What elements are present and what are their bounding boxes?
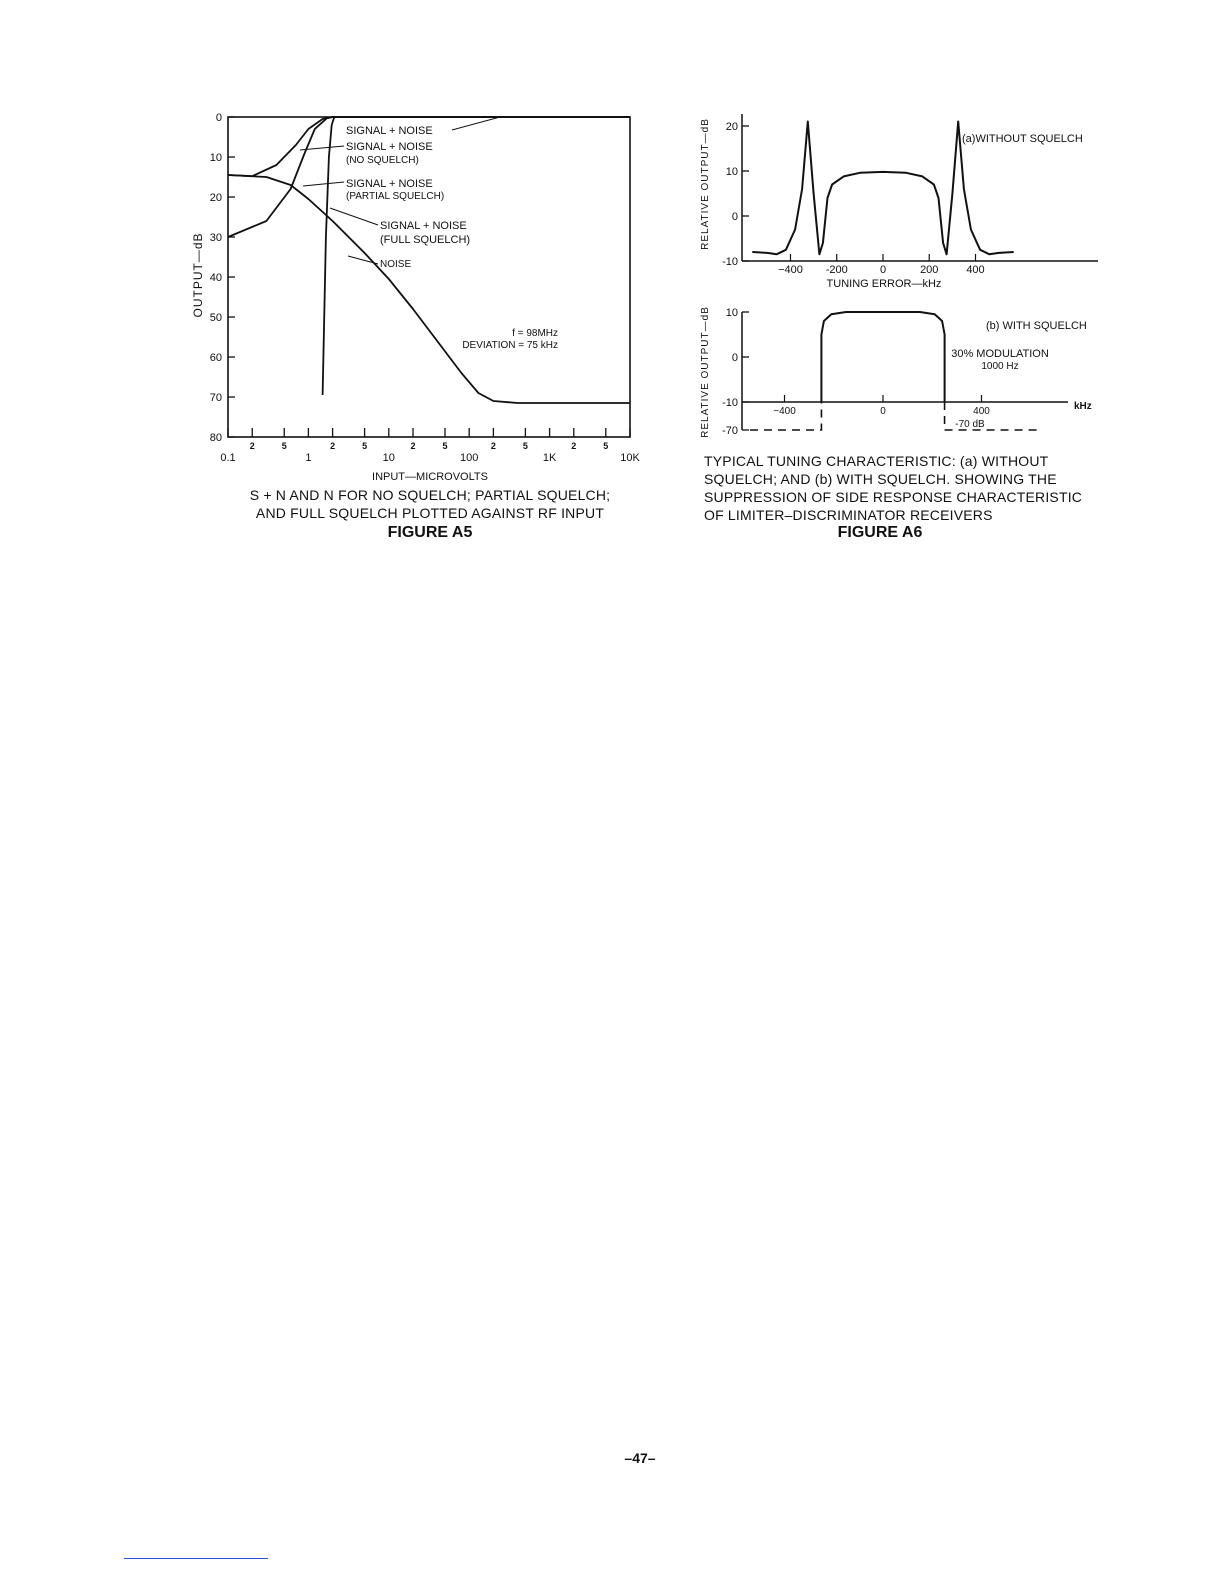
- a5-annot-sn-nosq-2: (NO SQUELCH): [346, 155, 419, 166]
- a5-x-minor-tick-label: 2: [249, 441, 255, 451]
- a5-x-minor-tick-label: 5: [362, 441, 368, 451]
- chart-a6b: [0, 0, 1224, 460]
- a5-x-minor-tick-label: 2: [330, 441, 336, 451]
- a5-x-tick-label: 10K: [620, 452, 640, 464]
- a5-y-tick-label: 40: [209, 272, 222, 284]
- figure-a5-caption-line2: AND FULL SQUELCH PLOTTED AGAINST RF INPUT: [255, 505, 605, 521]
- a6a-x-tick-label: 0: [879, 264, 887, 276]
- figure-a5-caption: [200, 486, 660, 522]
- a5-annot-sn-full-2: (FULL SQUELCH): [380, 234, 471, 246]
- a6b-x-unit-label: kHz: [1074, 401, 1092, 412]
- a5-x-minor-tick-label: 5: [442, 441, 448, 451]
- a6b-y-tick-label: -10: [722, 397, 738, 409]
- a6a-x-tick-label: −400: [778, 264, 803, 276]
- a6a-y-tick-label: 0: [731, 211, 738, 223]
- a5-y-tick-label: 70: [209, 392, 222, 404]
- a5-x-tick-label: 100: [460, 452, 479, 464]
- a6a-x-axis-label: TUNING ERROR—kHz: [826, 278, 942, 290]
- a6a-title: (a)WITHOUT SQUELCH: [962, 133, 1083, 145]
- a5-x-minor-tick-label: 2: [490, 441, 496, 451]
- a5-x-minor-tick-label: 2: [571, 441, 577, 451]
- figure-a6-caption: [704, 452, 1104, 524]
- a5-y-tick-label: 20: [209, 192, 222, 204]
- a6a-y-tick-label: 10: [725, 166, 738, 178]
- a5-y-tick-label: 60: [209, 352, 222, 364]
- a6b-x-tick-label: −400: [773, 406, 796, 417]
- figure-a6-caption-line2: SQUELCH; AND (b) WITH SQUELCH. SHOWING THE: [704, 471, 1057, 487]
- figure-a5-label: FIGURE A5: [387, 524, 473, 541]
- a6a-y-tick-label: -10: [722, 256, 738, 268]
- a5-annot-sn-nosq-1: SIGNAL + NOISE: [346, 141, 433, 153]
- a5-y-tick-label: 50: [209, 312, 222, 324]
- a6b-annot-70db: -70 dB: [955, 419, 985, 430]
- a5-annot-sn-partial-1: SIGNAL + NOISE: [346, 178, 433, 190]
- figure-a6-label: FIGURE A6: [837, 524, 923, 541]
- figure-a6-caption-line4: OF LIMITER–DISCRIMINATOR RECEIVERS: [704, 507, 993, 523]
- a6b-y-axis-label: RELATIVE OUTPUT—dB: [700, 306, 711, 438]
- a5-y-tick-label: 80: [209, 432, 222, 444]
- a5-annot-deviation: DEVIATION = 75 kHz: [462, 340, 558, 351]
- a6b-x-tick-label: 400: [973, 406, 990, 417]
- figure-a6-caption-line1: TYPICAL TUNING CHARACTERISTIC: (a) WITHOUT: [704, 453, 1049, 469]
- a5-x-tick-label: 0.1: [220, 452, 236, 464]
- page-number: –47–: [624, 1450, 656, 1466]
- a6b-y-tick-label: 0: [731, 352, 738, 364]
- a5-annot-sn-full-1: SIGNAL + NOISE: [380, 220, 467, 232]
- a5-x-minor-tick-label: 2: [410, 441, 416, 451]
- footnote-rule: [124, 1558, 268, 1559]
- a6a-y-axis-label: RELATIVE OUTPUT—dB: [700, 118, 711, 250]
- a5-annot-sn-partial-2: (PARTIAL SQUELCH): [346, 191, 445, 202]
- a5-x-tick-label: 10: [382, 452, 395, 464]
- a5-x-minor-tick-label: 5: [522, 441, 528, 451]
- a5-x-tick-label: 1K: [542, 452, 557, 464]
- a5-x-axis-label: INPUT—MICROVOLTS: [372, 471, 488, 483]
- a6a-x-tick-label: 400: [966, 264, 985, 276]
- a5-x-minor-tick-label: 5: [603, 441, 609, 451]
- a6b-title: (b) WITH SQUELCH: [986, 320, 1087, 332]
- a5-y-axis-label: OUTPUT—dB: [191, 232, 205, 318]
- a5-y-tick-label: 10: [209, 152, 222, 164]
- a5-y-tick-label: 0: [215, 112, 222, 124]
- a5-x-tick-label: 1: [305, 452, 312, 464]
- a6b-y-tick-label: 10: [725, 307, 738, 319]
- a5-y-tick-label: 30: [209, 232, 222, 244]
- a5-annot-freq: f = 98MHz: [512, 328, 558, 339]
- a6a-x-tick-label: 200: [920, 264, 939, 276]
- a5-annot-sn: SIGNAL + NOISE: [346, 125, 433, 137]
- a6b-annot-freq: 1000 Hz: [981, 361, 1019, 372]
- a5-annot-noise: NOISE: [380, 259, 412, 270]
- a6b-response-curve: [821, 312, 944, 402]
- a6b-x-tick-label: 0: [880, 406, 886, 417]
- a6b-y-tick-label: -70: [722, 425, 738, 437]
- figure-a6-caption-line3: SUPPRESSION OF SIDE RESPONSE CHARACTERISTIC: [704, 489, 1083, 505]
- a6a-x-tick-label: -200: [825, 264, 848, 276]
- figure-a5-caption-line1: S + N AND N FOR NO SQUELCH; PARTIAL SQUELCH;: [249, 487, 611, 503]
- a6b-annot-modulation: 30% MODULATION: [951, 348, 1049, 360]
- a6a-y-tick-label: 20: [725, 121, 738, 133]
- a5-x-minor-tick-label: 5: [281, 441, 287, 451]
